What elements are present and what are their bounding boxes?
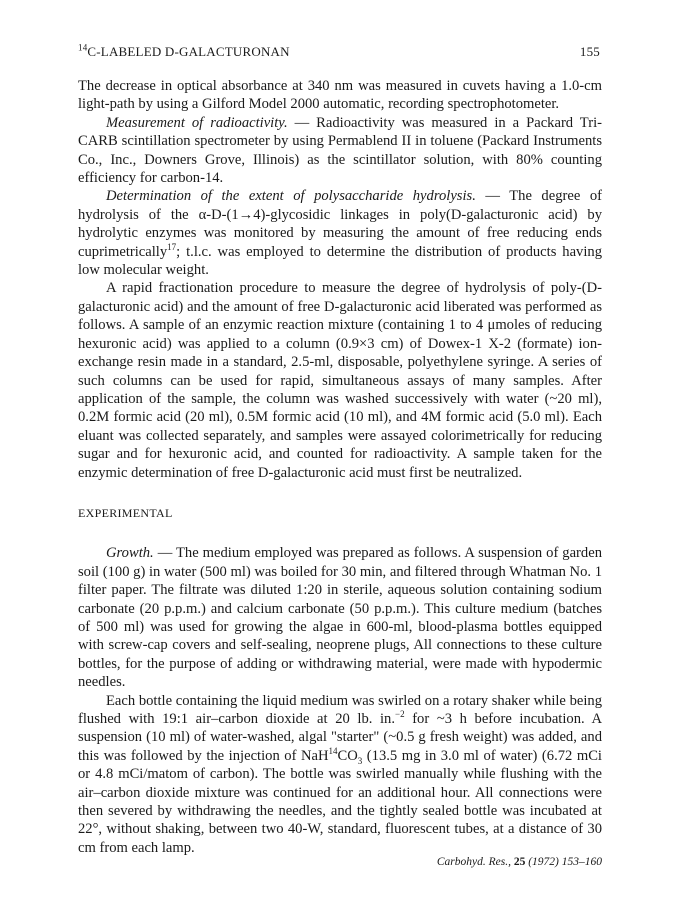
journal-volume: 25 bbox=[513, 856, 526, 868]
subheading-growth: Growth. bbox=[106, 545, 154, 562]
paragraph-growth bbox=[78, 544, 602, 691]
running-head-title-text: C-LABELED D-GALACTURONAN bbox=[87, 44, 290, 59]
paragraph-hydrolysis-text-a: — The degree of hydrolysis of the α-D-(1→4)-glycosidic linkages in poly(D-galacturonic acid) by hydrolytic enzymes was monitored by measuring the amount of free reducing ends cuprimetrically bbox=[78, 188, 602, 260]
reference-superscript: 17 bbox=[167, 241, 177, 252]
formula-subscript: 3 bbox=[357, 755, 363, 766]
paragraph-hydrolysis-text-b: ; t.l.c. was employed to determine the distribution of products having low molecular weight. bbox=[78, 243, 602, 279]
paragraph-incubation bbox=[78, 692, 602, 858]
paragraph-growth-text: — The medium employed was prepared as follows. A suspension of garden soil (100 g) in water (500 ml) was boiled for 30 min, and filtered through Whatman No. 1 filter paper. The filtrate was diluted 1:20 in sterile, aqueous solution containing sodium carbonate (20 p.p.m.) and calcium carbonate (50 p.p.m.). This culture medium (batches of 500 ml) was used for growing the algae in 600-ml, blood-plasma bottles equipped with screw-cap covers and self-sealing, neoprene plugs, All connections to these culture bottles, for the purpose of adding or withdrawing material, were made with hypodermic needles. bbox=[78, 545, 602, 691]
section-heading-experimental: EXPERIMENTAL bbox=[78, 505, 173, 520]
paragraph-radioactivity bbox=[78, 114, 602, 188]
pressure-exponent-superscript: −2 bbox=[395, 709, 405, 720]
paragraph-absorbance: The decrease in optical absorbance at 340 nm was measured in cuvets having a 1.0-cm light-path by using a Gilford Model 2000 automatic, recording spectrophotometer. bbox=[78, 78, 602, 113]
isotope-superscript: 14 bbox=[328, 745, 338, 756]
body-text bbox=[78, 77, 602, 857]
running-head-isotope-superscript: 14 bbox=[78, 42, 88, 53]
subheading-hydrolysis: Determination of the extent of polysaccharide hydrolysis. bbox=[106, 188, 476, 205]
subheading-radioactivity: Measurement of radioactivity. bbox=[106, 114, 288, 131]
paragraph-incubation-text-a: Each bottle containing the liquid medium was swirled on a rotary shaker while being flushed with 19:1 air–carbon dioxide at 20 lb. in. bbox=[78, 692, 602, 727]
running-head bbox=[78, 44, 600, 60]
page-number: 155 bbox=[579, 44, 600, 59]
paragraph-hydrolysis bbox=[78, 187, 602, 279]
paragraph-incubation-text-b: for ~3 h before incubation. A suspension (10 ml) of water-washed, algal "starter" (~0.5 g fresh weight) was added, and this was followed by the injection of NaH bbox=[78, 711, 602, 764]
running-head-title bbox=[78, 44, 290, 59]
journal-citation-footer bbox=[0, 856, 602, 868]
journal-year-pages: (1972) 153–160 bbox=[528, 856, 602, 868]
journal-name: Carbohyd. Res., bbox=[436, 856, 511, 868]
paragraph-radioactivity-text: — Radioactivity was measured in a Packard Tri-CARB scintillation spectrometer by using Permablend II in toluene (Packard Instruments Co., Inc., Downers Grove, Illinois) as the scintillator solution, with 80% counting efficiency for carbon-14. bbox=[78, 114, 602, 187]
paragraph-incubation-text-c: CO bbox=[337, 747, 358, 764]
paragraph-fractionation: A rapid fractionation procedure to measure the degree of hydrolysis of poly-(D-galacturonic acid) and the amount of free D-galacturonic acid liberated was performed as follows. A sample of an enzymic reaction mixture (containing 1 to 4 μmoles of reducing hexuronic acid) was applied to a column (0.9×3 cm) of Dowex-1 X-2 (formate) ion-exchange resin made in a standard, 2.5-ml, disposable, polyethylene syringe. A series of such columns can be used for rapid, simultaneous assays of many samples. After application of the sample, the column was washed successively with water (~20 ml), 0.2M formic acid (20 ml), 0.5M formic acid (10 ml), and 4M formic acid (5.0 ml). Each eluant was collected separately, and samples were assayed colorimetrically for reducing sugar and for hexuronic acid, and counted for radioactivity. A sample taken for the enzymic determination of free D-galacturonic acid must first be neutralized. bbox=[78, 280, 602, 481]
paragraph-incubation-text-d: (13.5 mg in 3.0 ml of water) (6.72 mCi or 4.8 mCi/matom of carbon). The bottle was swirled manually while flushing with the air–carbon dioxide mixture was continued for an additional hour. All connections were then severed by withdrawing the needles, and the tightly sealed bottle was incubated at 22°, without shaking, between two 40-W, standard, fluorescent tubes, at a distance of 30 cm from each lamp. bbox=[78, 747, 602, 856]
